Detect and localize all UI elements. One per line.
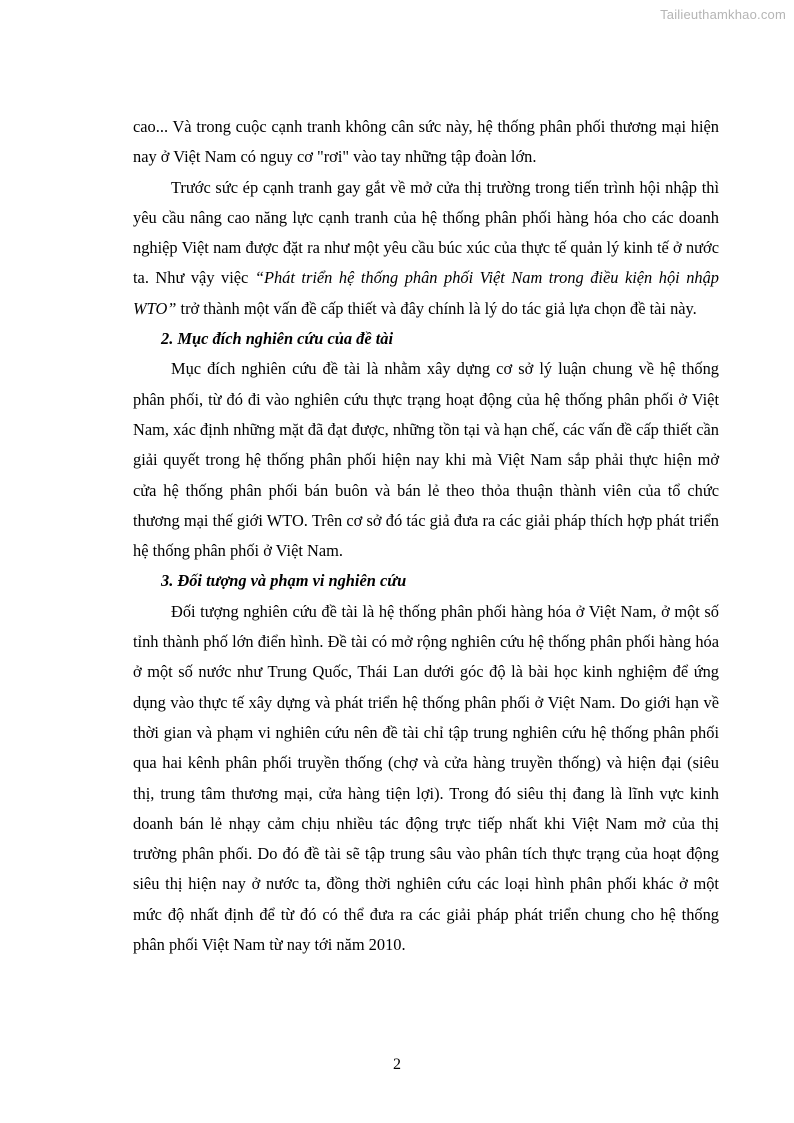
- paragraph-rationale: [133, 173, 719, 324]
- page-number: 2: [393, 1056, 401, 1073]
- watermark: Tailieuthamkhao.com: [660, 7, 786, 22]
- document-body: [133, 112, 719, 960]
- paragraph-continuation: cao... Và trong cuộc cạnh tranh không cân sức này, hệ thống phân phối thương mại hiện nay ở Việt Nam có nguy cơ "rơi" vào tay những tập đoàn lớn.: [133, 117, 719, 167]
- paragraph-purpose: Mục đích nghiên cứu đề tài là nhằm xây dựng cơ sở lý luận chung về hệ thống phân phối, từ đó đi vào nghiên cứu thực trạng hoạt động của hệ thống phân phối ở Việt Nam, xác định những mặt đã đạt được, những tồn tại và hạn chế, các vấn đề cấp thiết cần giải quyết trong hệ thống phân phối hiện nay khi mà Việt Nam sắp phải thực hiện mở cửa hệ thống phân phối bán buôn và bán lẻ theo thỏa thuận thành viên của tổ chức thương mại thế giới WTO. Trên cơ sở đó tác giả đưa ra các giải pháp thích hợp phát triển hệ thống phân phối ở Việt Nam.: [133, 359, 719, 561]
- section-heading-scope: 3. Đối tượng và phạm vi nghiên cứu: [161, 571, 407, 591]
- section-heading-purpose: 2. Mục đích nghiên cứu của đề tài: [161, 329, 394, 349]
- paragraph-rationale-text-end: trở thành một vấn đề cấp thiết và đây chính là lý do tác giả lựa chọn đề tài này.: [176, 298, 697, 318]
- paragraph-scope: Đối tượng nghiên cứu đề tài là hệ thống phân phối hàng hóa ở Việt Nam, ở một số tỉnh thành phố lớn điển hình. Đề tài có mở rộng nghiên cứu hệ thống phân phối hàng hóa ở một số nước như Trung Quốc, Thái Lan dưới góc độ là bài học kinh nghiệm để ứng dụng vào thực tế xây dựng và phát triển hệ thống phân phối ở Việt Nam. Do giới hạn về thời gian và phạm vi nghiên cứu nên đề tài chỉ tập trung nghiên cứu hệ thống phân phối qua hai kênh phân phối truyền thống (chợ và cửa hàng truyền thống) và hiện đại (siêu thị, trung tâm thương mại, cửa hàng tiện lợi). Trong đó siêu thị đang là lĩnh vực kinh doanh bán lẻ nhạy cảm chịu nhiều tác động trực tiếp nhất khi Việt Nam mở của thị trường phân phối. Do đó đề tài sẽ tập trung sâu vào phân tích thực trạng của hoạt động siêu thị hiện nay ở nước ta, đồng thời nghiên cứu các loại hình phân phối khác ở một mức độ nhất định để từ đó có thể đưa ra các giải pháp phát triển chung cho hệ thống phân phối Việt Nam từ nay tới năm 2010.: [133, 601, 719, 955]
- thesis-title-quote: “Phát triển hệ thống phân phối Việt Nam trong điều kiện hội nhập WTO”: [133, 268, 719, 318]
- paragraph-rationale-text-start: Trước sức ép cạnh tranh gay gắt về mở cửa thị trường trong tiến trình hội nhập thì yêu cầu nâng cao năng lực cạnh tranh của hệ thống phân phối hàng hóa cho các doanh nghiệp Việt nam được đặt ra như một yêu cầu búc xúc của thực tế quản lý kinh tế ở nước ta. Như vậy việc: [133, 177, 719, 288]
